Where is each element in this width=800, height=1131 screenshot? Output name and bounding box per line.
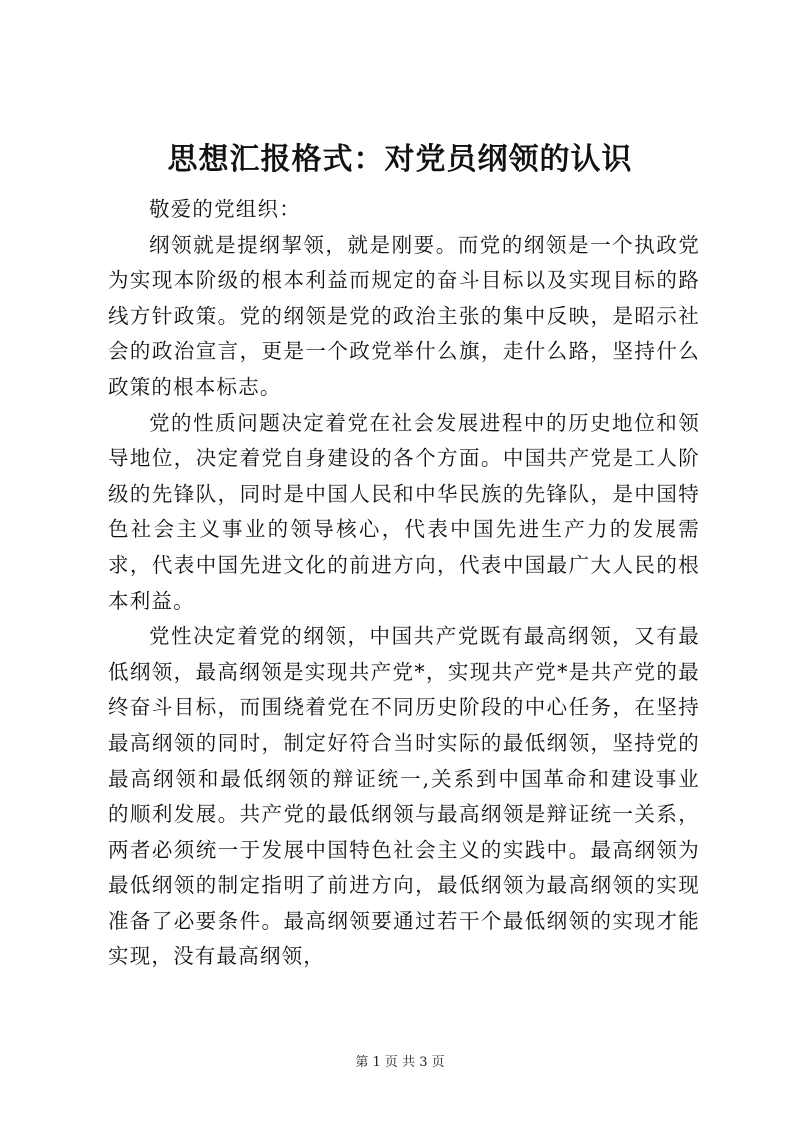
- paragraph-1: 纲领就是提纲挈领，就是刚要。而党的纲领是一个执政党为实现本阶级的根本利益而规定的奋斗目标以及实现目标的路线方针政策。党的纲领是党的政治主张的集中反映，是昭示社会的政治宣言，更是一个政党举什么旗，走什么路，坚持什么政策的根本标志。: [108, 232, 700, 399]
- page-footer: 第 1 页 共 3 页: [355, 1055, 445, 1070]
- salutation: 敬爱的党组织：: [149, 197, 301, 221]
- document-body: [108, 192, 700, 975]
- document-title: 思想汇报格式：对党员纲领的认识: [167, 142, 633, 177]
- paragraph-3: 党性决定着党的纲领，中国共产党既有最高纲领，又有最低纲领，最高纲领是实现共产党*，实现共产党*是共产党的最终奋斗目标，而围绕着党在不同历史阶段的中心任务，在坚持最高纲领的同时，制定好符合当时实际的最低纲领，坚持党的最高纲领和最低纲领的辩证统一,关系到中国革命和建设事业的顺利发展。共产党的最低纲领与最高纲领是辩证统一关系，两者必须统一于发展中国特色社会主义的实践中。最高纲领为最低纲领的制定指明了前进方向，最低纲领为最高纲领的实现准备了必要条件。最高纲领要通过若干个最低纲领的实现才能实现，没有最高纲领，: [108, 624, 700, 969]
- paragraph-2: 党的性质问题决定着党在社会发展进程中的历史地位和领导地位，决定着党自身建设的各个方面。中国共产党是工人阶级的先锋队，同时是中国人民和中华民族的先锋队，是中国特色社会主义事业的领导核心，代表中国先进生产力的发展需求，代表中国先进文化的前进方向，代表中国最广大人民的根本利益。: [108, 410, 700, 613]
